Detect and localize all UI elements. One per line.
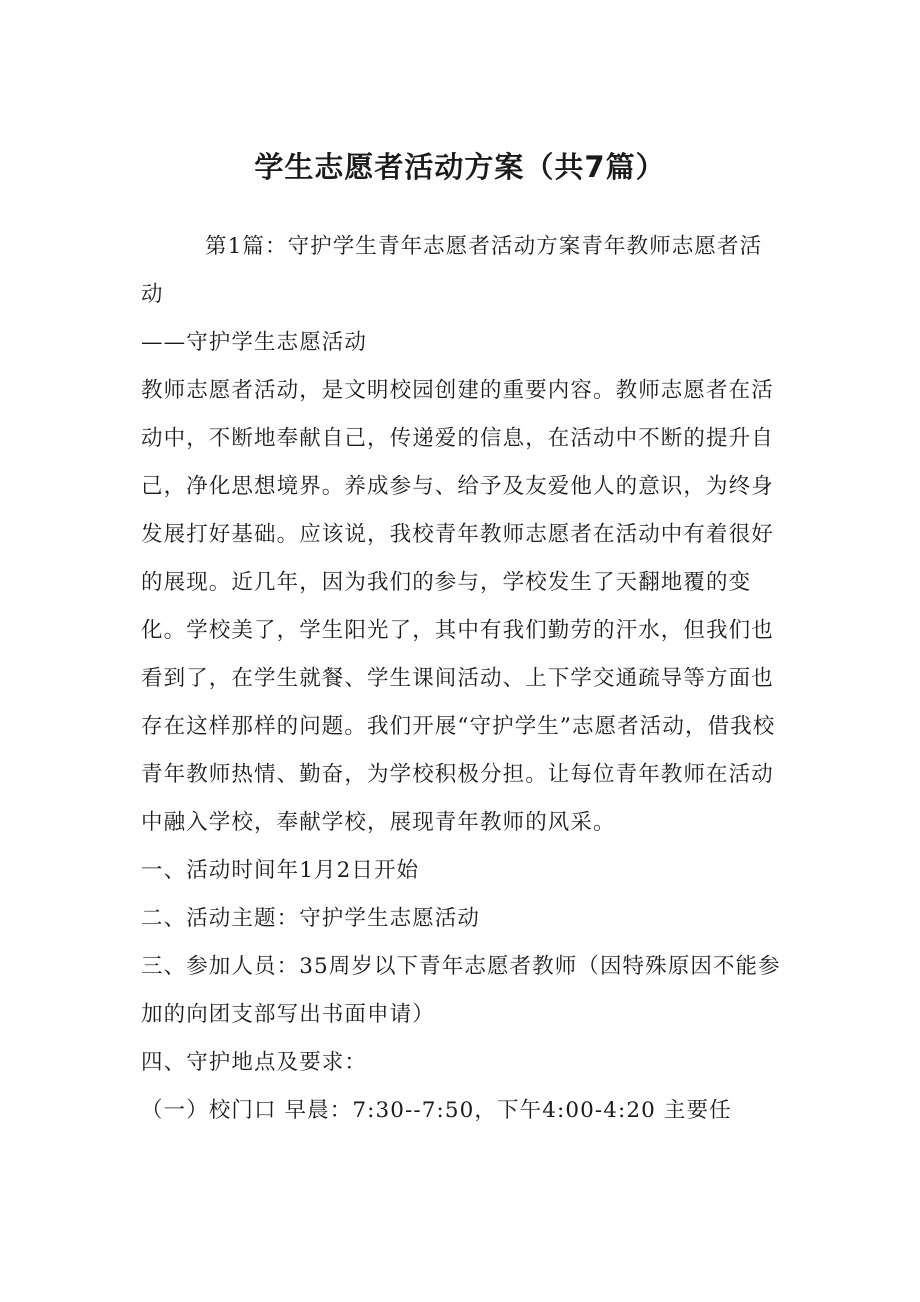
item-activity-theme: 二、活动主题：守护学生志愿活动 [141, 906, 481, 931]
intro-paragraph: 教师志愿者活动，是文明校园创建的重要内容。教师志愿者在活动中，不断地奉献自己，传递爱的信息，在活动中不断的提升自己，净化思想境界。养成参与、给予及友爱他人的意识，为终身发展打好基础。应该说，我校青年教师志愿者在活动中有着很好的展现。近几年，因为我们的参与，学校发生了天翻地覆的变化。学校美了，学生阳光了，其中有我们勤劳的汗水，但我们也看到了，在学生就餐、学生课间活动、上下学交通疏导等方面也存在这样那样的问题。我们开展“守护学生”志愿者活动，借我校青年教师热情、勤奋，为学校积极分担。让每位青年教师在活动中融入学校，奉献学校，展现青年教师的风采。 [141, 378, 776, 835]
section-subheading: ——守护学生志愿活动 [141, 330, 368, 355]
item-locations: 四、守护地点及要求： [141, 1050, 368, 1075]
document-body [141, 223, 783, 1135]
section-heading: 第1篇：守护学生青年志愿者活动方案青年教师志愿者活动 [141, 234, 763, 307]
item-school-gate: （一）校门口 早晨：7:30--7:50，下午4:00-4:20 主要任 [141, 1098, 732, 1123]
item-participants: 三、参加人员：35周岁以下青年志愿者教师（因特殊原因不能参加的向团支部写出书面申请） [141, 954, 781, 1027]
document-title: 学生志愿者活动方案（共7篇） [254, 150, 666, 184]
item-activity-time: 一、活动时间年1月2日开始 [141, 858, 420, 883]
